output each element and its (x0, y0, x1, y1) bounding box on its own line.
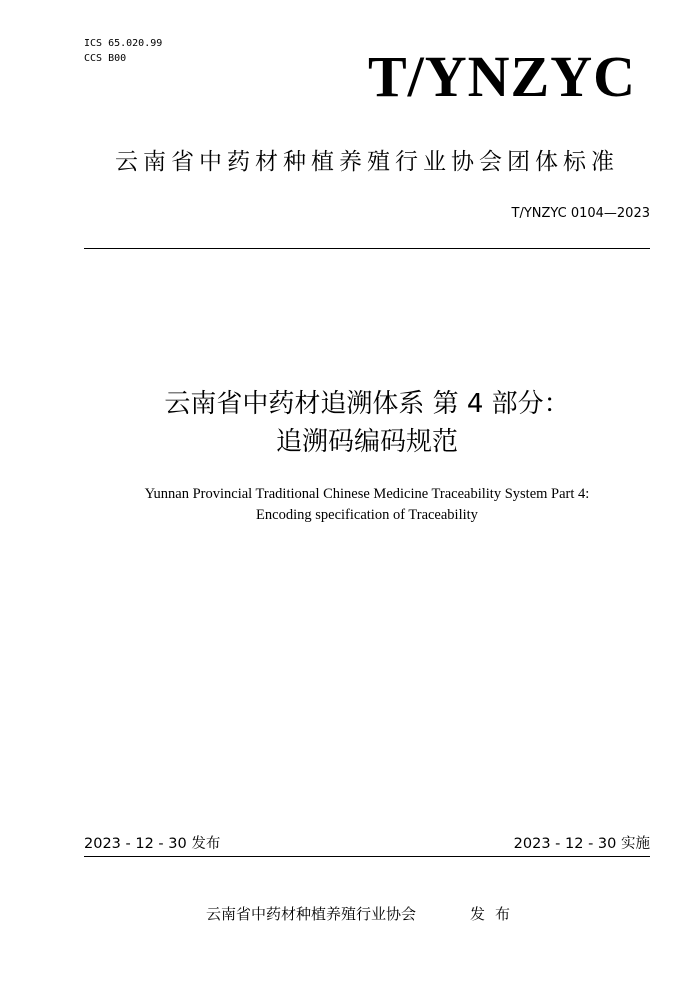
implementation-date: 2023 - 12 - 30 实施 (513, 836, 650, 852)
top-divider (84, 248, 650, 249)
organization-standard-title: 云南省中药材种植养殖行业协会团体标准 (115, 149, 619, 175)
ccs-code: CCS B00 (84, 53, 127, 64)
publisher-name: 云南省中药材种植养殖行业协会 (206, 905, 417, 923)
title-chinese-line-2: 追溯码编码规范 (275, 427, 458, 457)
publish-label: 发布 (470, 905, 521, 923)
standard-code-logo: T/YNZYC (367, 44, 636, 109)
issue-date: 2023 - 12 - 30 发布 (84, 836, 221, 852)
bottom-divider (84, 856, 650, 857)
title-english-line-1: Yunnan Provincial Traditional Chinese Medicine Traceability System Part 4: (144, 486, 590, 502)
title-english-line-2: Encoding specification of Traceability (256, 507, 478, 523)
title-chinese-line-1: 云南省中药材追溯体系 第 4 部分： (164, 389, 570, 419)
standard-number: T/YNZYC 0104—2023 (511, 206, 650, 221)
classification-codes (84, 36, 162, 66)
ics-code: ICS 65.020.99 (84, 38, 163, 49)
